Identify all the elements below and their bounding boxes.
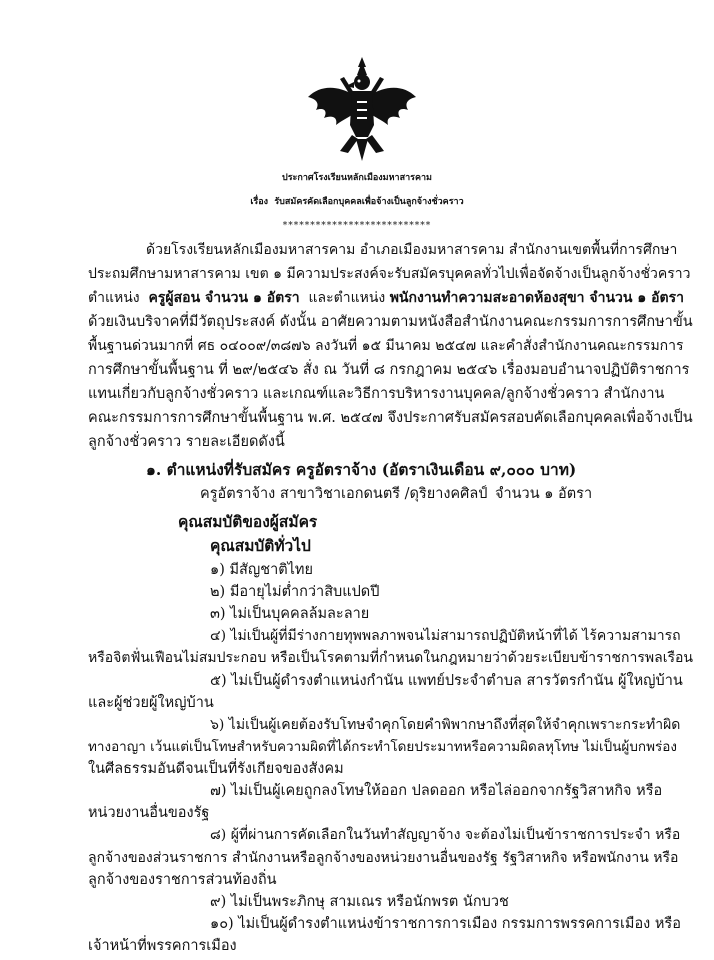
intro-line-3 bbox=[88, 288, 684, 308]
qualification-6-c: ในศีลธรรมอันดีจนเป็นที่รังเกียจของสังคม bbox=[88, 761, 344, 778]
qualification-6-b: ทางอาญา เว้นแต่เป็นโทษสำหรับความผิดที่ได้กระทำโดยประมาทหรือความผิดลหุโทษ ไม่เป็นผู้บกพร่อง bbox=[88, 738, 677, 755]
qualification-4-a: ๔) ไม่เป็นผู้ที่มีร่างกายทุพพลภาพจนไม่สามารถปฏิบัติหน้าที่ได้ ไร้ความสามารถ bbox=[210, 628, 681, 645]
qualification-7-b: หน่วยงานอื่นของรัฐ bbox=[88, 805, 210, 822]
intro-line-3-a: ตำแหน่ง bbox=[88, 290, 140, 306]
intro-line-9: ลูกจ้างชั่วคราว รายละเอียดดังนี้ bbox=[88, 434, 285, 450]
intro-line-2: ประถมศึกษามหาสารคาม เขต ๑ มีความประสงค์จะรับสมัครบุคคลทั่วไปเพื่อจัดจ้างเป็นลูกจ้างชั่วคราว bbox=[88, 266, 691, 282]
qualification-8-c: ลูกจ้างของราชการส่วนท้องถิ่น bbox=[88, 871, 277, 888]
intro-line-8: คณะกรรมการการศึกษาขั้นพื้นฐาน พ.ศ. ๒๕๔๗ จึงประกาศรับสมัครสอบคัดเลือกบุคคลเพื่อจ้างเป็น bbox=[88, 410, 693, 426]
qualification-1: ๑) มีสัญชาติไทย bbox=[210, 562, 313, 578]
qualification-6-a: ๖) ไม่เป็นผู้เคยต้องรับโทษจำคุกโดยคำพิพากษาถึงที่สุดให้จำคุกเพราะกระทำผิด bbox=[210, 716, 681, 733]
position-name: ครูอัตราจ้าง สาขาวิชาเอกดนตรี /ดุริยางคศิลป์ bbox=[200, 486, 488, 502]
subject-text: รับสมัครคัดเลือกบุคคลเพื่อจ้างเป็นลูกจ้างชั่วคราว bbox=[274, 197, 464, 207]
qualification-9: ๙) ไม่เป็นพระภิกษุ สามเณร หรือนักพรต นักบวช bbox=[210, 893, 509, 910]
qualification-8-b: ลูกจ้างของส่วนราชการ สำนักงานหรือลูกจ้างของหน่วยงานอื่นของรัฐ รัฐวิสาหกิจ หรือพนักงาน หรือ bbox=[88, 849, 679, 866]
announcement-title: ประกาศโรงเรียนหลักเมืองมหาสารคาม bbox=[281, 173, 432, 183]
qualification-5-a: ๕) ไม่เป็นผู้ดำรงตำแหน่งกำนัน แพทย์ประจำตำบล สารวัตรกำนัน ผู้ใหญ่บ้าน bbox=[210, 672, 683, 689]
intro-line-4: ด้วยเงินบริจาคที่มีวัตถุประสงค์ ดังนั้น อาศัยความตามหนังสือสำนักงานคณะกรรมการการศึกษาขั้น bbox=[88, 314, 693, 330]
qualification-5-b: และผู้ช่วยผู้ใหญ่บ้าน bbox=[88, 694, 214, 711]
position-count: จำนวน ๑ อัตรา bbox=[495, 486, 593, 502]
qualification-2: ๒) มีอายุไม่ต่ำกว่าสิบแปดปี bbox=[210, 584, 380, 601]
garuda-emblem bbox=[302, 55, 422, 165]
intro-line-6: การศึกษาขั้นพื้นฐาน ที่ ๒๙/๒๕๔๖ สั่ง ณ วันที่ ๘ กรกฎาคม ๒๕๔๖ เรื่องมอบอำนาจปฏิบัติราชการ bbox=[88, 362, 690, 378]
intro-line-1: ด้วยโรงเรียนหลักเมืองมหาสารคาม อำเภอเมืองมหาสารคาม สำนักงานเขตพื้นที่การศึกษา bbox=[146, 242, 678, 258]
qualification-10-b: เจ้าหน้าที่พรรคการเมือง bbox=[88, 938, 237, 954]
section-1-heading: ๑. ตำแหน่งที่รับสมัคร ครูอัตราจ้าง (อัตราเงินเดือน ๙,๐๐๐ บาท) bbox=[146, 460, 577, 479]
subject-label: เรื่อง bbox=[250, 197, 269, 207]
intro-line-3-b: ครูผู้สอน จำนวน ๑ อัตรา bbox=[148, 290, 300, 306]
qualification-4-b: หรือจิตฟั่นเฟือนไม่สมประกอบ หรือเป็นโรคตามที่กำหนดในกฎหมายว่าด้วยระเบียบข้าราชการพลเรือน bbox=[88, 650, 693, 667]
qualification-10-a: ๑๐) ไม่เป็นผู้ดำรงตำแหน่งข้าราชการการเมือง กรรมการพรรคการเมือง หรือ bbox=[210, 915, 681, 932]
announcement-subject bbox=[0, 192, 714, 212]
intro-line-7: แทนเกี่ยวกับลูกจ้างชั่วคราว และเกณฑ์และวิธีการบริหารงานบุคคล/ลูกจ้างชั่วคราว สำนักงาน bbox=[88, 386, 665, 402]
intro-line-5: พื้นฐานด่วนมากที่ ศธ ๐๔๐๐๙/๓๘๗๖ ลงวันที่ ๑๕ มีนาคม ๒๕๔๗ และคำสั่งสำนักงานคณะกรรมการ bbox=[88, 338, 684, 354]
general-qualifications-heading: คุณสมบัติทั่วไป bbox=[210, 536, 311, 555]
intro-line-3-c: และตำแหน่ง bbox=[308, 290, 386, 306]
qualification-8-a: ๘) ผู้ที่ผ่านการคัดเลือกในวันทำสัญญาจ้าง จะต้องไม่เป็นข้าราชการประจำ หรือ bbox=[210, 827, 681, 844]
qualifications-heading: คุณสมบัติของผู้สมัคร bbox=[178, 512, 318, 531]
qualification-3: ๓) ไม่เป็นบุคคลล้มละลาย bbox=[210, 606, 370, 623]
divider-stars: *************************** bbox=[282, 221, 432, 231]
qualification-7-a: ๗) ไม่เป็นผู้เคยถูกลงโทษให้ออก ปลดออก หรือไล่ออกจากรัฐวิสาหกิจ หรือ bbox=[210, 783, 663, 800]
intro-line-3-d: พนักงานทำความสะอาดห้องสุขา จำนวน ๑ อัตรา bbox=[389, 290, 684, 306]
